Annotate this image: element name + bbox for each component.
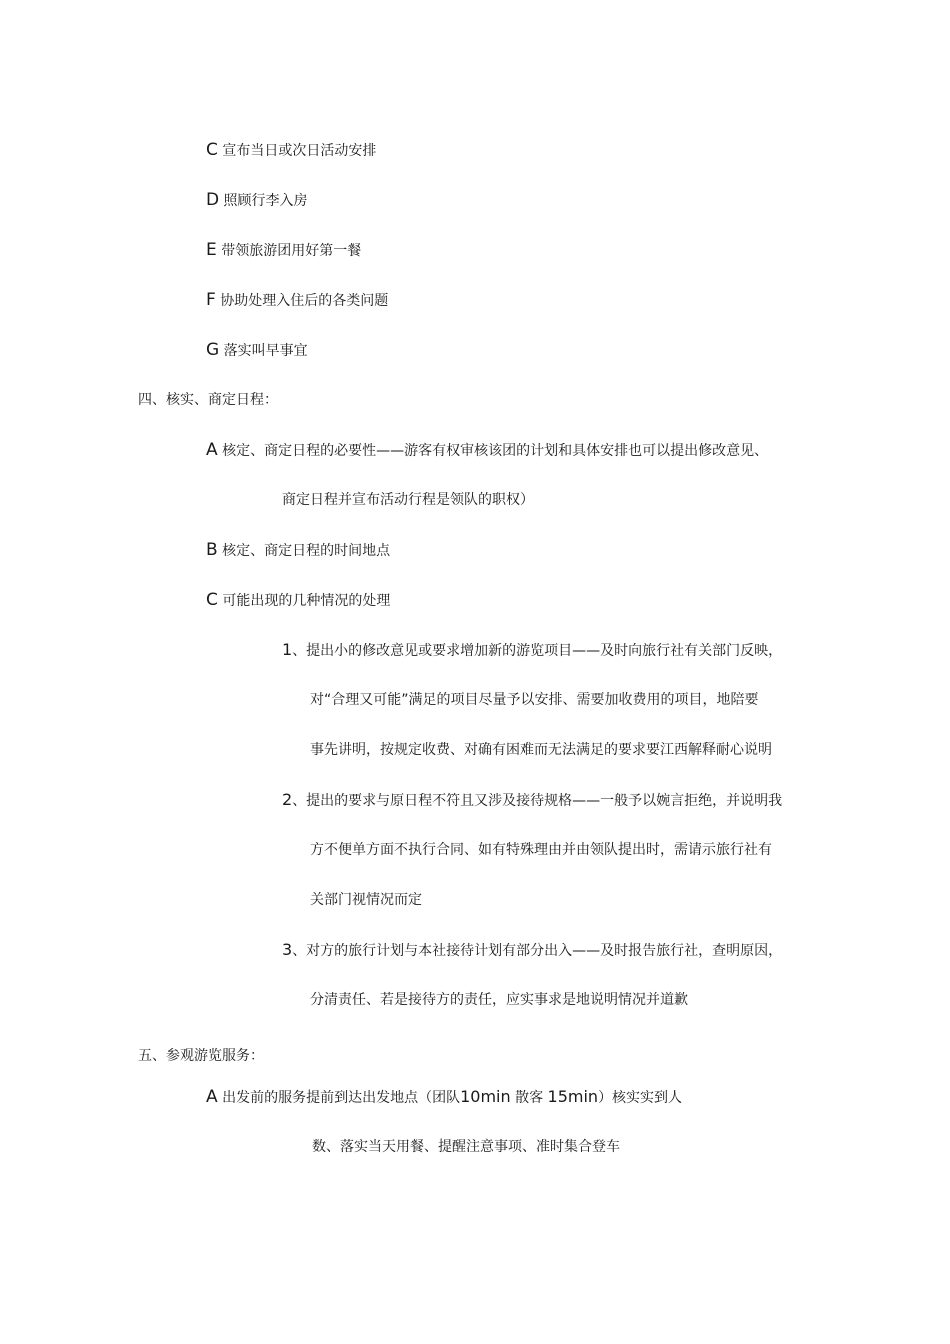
item-marker: A <box>206 1087 218 1107</box>
item-text: 、提出的要求与原日程不符且又涉及接待规格——一般予以婉言拒绝，并说明我 <box>292 793 783 809</box>
item-text: 核定、商定日程的时间地点 <box>222 543 391 559</box>
list-item-e-first-meal <box>206 240 361 261</box>
item-text: 落实叫早事宜 <box>223 343 308 359</box>
item-text: 方不便单方面不执行合同、如有特殊理由并由领队提出时，需请示旅行社有 <box>310 842 772 858</box>
list-item-b-time-place <box>206 540 390 561</box>
item-marker: F <box>206 290 216 310</box>
section-heading-4 <box>138 390 278 410</box>
item-number: 1 <box>282 640 293 659</box>
continuation-line <box>310 890 422 910</box>
item-text: 出发前的服务提前到达出发地点（团队 <box>222 1090 461 1106</box>
item-text: 对“合理又可能”满足的项目尽量予以安排、需要加收费用的项目，地陪要 <box>310 692 759 708</box>
item-text: 核定、商定日程的必要性——游客有权审核该团的计划和具体安排也可以提出修改意见、 <box>222 443 769 459</box>
continuation-line <box>310 690 759 710</box>
continuation-line <box>312 1137 620 1157</box>
item-text: 带领旅游团用好第一餐 <box>221 243 362 259</box>
item-marker: E <box>206 240 217 260</box>
item-text-tail: ）核实实到人 <box>598 1090 683 1106</box>
continuation-line <box>282 490 534 510</box>
item-text-mid: 散客 <box>515 1090 544 1106</box>
list-item-c-situations <box>206 590 390 611</box>
item-number: 2 <box>282 790 293 809</box>
individual-time: 15min <box>547 1087 599 1106</box>
list-item-a-before-departure <box>206 1087 682 1108</box>
item-text: 、提出小的修改意见或要求增加新的游览项目——及时向旅行社有关部门反映， <box>292 643 783 659</box>
item-text: 商定日程并宣布活动行程是领队的职权） <box>282 492 534 508</box>
continuation-line <box>310 840 772 860</box>
item-number: 3 <box>282 940 293 959</box>
numbered-item-2 <box>282 790 782 811</box>
item-text: 可能出现的几种情况的处理 <box>222 593 391 609</box>
list-item-d-luggage <box>206 190 308 211</box>
item-marker: A <box>206 440 218 460</box>
item-marker: C <box>206 590 218 610</box>
list-item-a-necessity <box>206 440 768 461</box>
numbered-item-1 <box>282 640 782 661</box>
section-heading-5 <box>138 1046 264 1066</box>
item-marker: G <box>206 340 220 360</box>
item-text: 协助处理入住后的各类问题 <box>220 293 389 309</box>
item-marker: D <box>206 190 220 210</box>
numbered-item-3 <box>282 940 782 961</box>
item-text: 、对方的旅行计划与本社接待计划有部分出入——及时报告旅行社，查明原因， <box>292 943 783 959</box>
item-text: 数、落实当天用餐、提醒注意事项、准时集合登车 <box>312 1139 620 1155</box>
continuation-line <box>310 740 772 760</box>
item-text: 分清责任、若是接待方的责任，应实事求是地说明情况并道歉 <box>310 992 688 1008</box>
group-time: 10min <box>460 1087 511 1106</box>
list-item-f-issues <box>206 290 388 311</box>
section-heading-text: 五、参观游览服务： <box>138 1048 264 1064</box>
item-text: 事先讲明，按规定收费、对确有困难而无法满足的要求要江西解释耐心说明 <box>310 742 772 758</box>
list-item-c-announce <box>206 140 376 161</box>
section-heading-text: 四、核实、商定日程： <box>138 392 278 408</box>
item-marker: C <box>206 140 218 160</box>
item-marker: B <box>206 540 218 560</box>
item-text: 关部门视情况而定 <box>310 892 422 908</box>
continuation-line <box>310 990 688 1010</box>
item-text: 照顾行李入房 <box>223 193 308 209</box>
list-item-g-wakeup <box>206 340 308 361</box>
item-text: 宣布当日或次日活动安排 <box>222 143 377 159</box>
